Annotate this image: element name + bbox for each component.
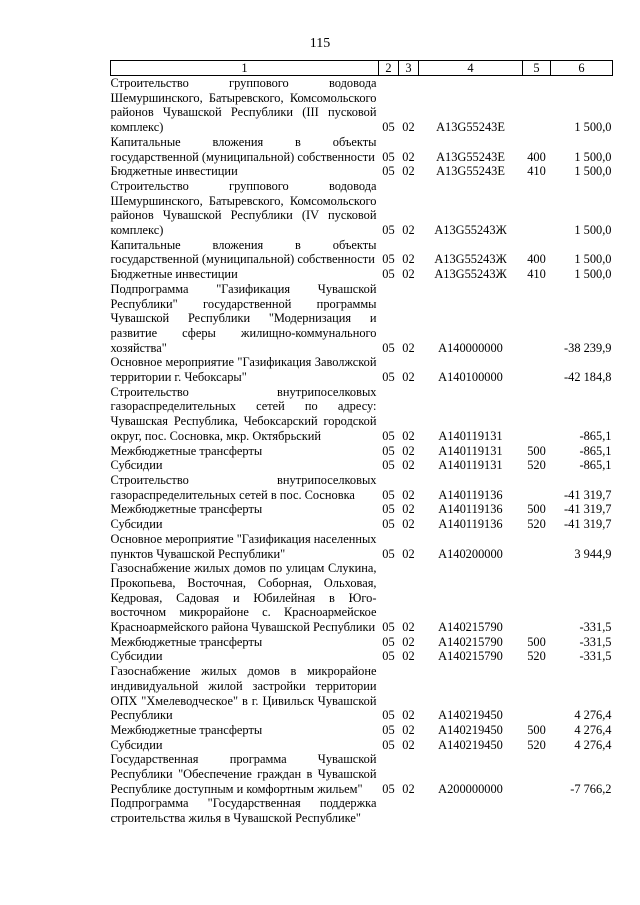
row-section: 05 [382, 223, 395, 238]
row-name: Субсидии [110, 649, 163, 664]
table-row [111, 164, 613, 179]
table-row [111, 752, 613, 796]
row-expense-type: 410 [527, 267, 546, 282]
row-expense-type: 500 [527, 443, 546, 458]
table-row [111, 385, 613, 444]
table-row [111, 473, 613, 502]
row-expense-type: 410 [527, 164, 546, 179]
row-section: 05 [382, 781, 395, 796]
row-subsection: 02 [402, 252, 415, 267]
table-row [111, 649, 613, 664]
header-col-6: 6 [551, 61, 613, 76]
row-amount: 1 500,0 [574, 223, 612, 238]
row-target-code: А140119136 [438, 502, 503, 517]
row-section: 05 [382, 252, 395, 267]
row-target-code: А140119131 [438, 428, 503, 443]
row-section: 05 [382, 737, 395, 752]
row-target-code: А140200000 [438, 546, 503, 561]
row-name: Бюджетные инвестиции [110, 267, 238, 282]
row-expense-type [523, 473, 551, 502]
row-subsection: 02 [402, 649, 415, 664]
row-subsection: 02 [402, 149, 415, 164]
row-target-code: А140219450 [438, 737, 503, 752]
row-name: Межбюджетные трансферты [110, 443, 263, 458]
row-target-code: А140119136 [438, 517, 503, 532]
row-target-code: А200000000 [438, 781, 503, 796]
page-number: 115 [309, 36, 331, 51]
table-row [111, 76, 613, 135]
row-subsection: 02 [402, 428, 415, 443]
row-section: 05 [382, 620, 395, 635]
row-expense-type [523, 282, 551, 356]
table-row [111, 238, 613, 267]
row-amount: -331,5 [579, 620, 612, 635]
header-col-1: 1 [111, 61, 379, 76]
row-name: Межбюджетные трансферты [110, 502, 263, 517]
row-amount: 1 500,0 [574, 267, 612, 282]
budget-table [110, 60, 613, 826]
row-subsection: 02 [402, 502, 415, 517]
row-target-code: А140100000 [438, 370, 503, 385]
row-target-code: А140215790 [438, 634, 503, 649]
row-name: Государственная программа Чувашской Республики "Обеспечение граждан в Чувашской Республике доступным и комфортным жильем" [110, 752, 377, 796]
row-target-code: А140119131 [438, 443, 503, 458]
row-expense-type: 500 [527, 634, 546, 649]
table-body [111, 76, 613, 826]
row-section: 05 [382, 443, 395, 458]
header-col-3: 3 [399, 61, 419, 76]
row-amount: -41 319,7 [564, 517, 612, 532]
row-amount: -38 239,9 [564, 340, 612, 355]
row-section: 05 [382, 340, 395, 355]
row-subsection: 02 [402, 517, 415, 532]
row-amount: -42 184,8 [564, 370, 612, 385]
row-subsection: 02 [402, 781, 415, 796]
row-subsection: 02 [402, 223, 415, 238]
row-amount: 1 500,0 [574, 120, 612, 135]
row-section: 05 [382, 428, 395, 443]
row-section: 05 [382, 164, 395, 179]
row-name: Субсидии [110, 517, 163, 532]
row-name: Субсидии [110, 737, 163, 752]
row-subsection: 02 [402, 120, 415, 135]
row-name: Основное мероприятие "Газификация Заволжской территории г. Чебоксары" [110, 355, 377, 385]
header-col-5: 5 [523, 61, 551, 76]
row-amount: -865,1 [579, 458, 612, 473]
row-target-code: А140215790 [438, 620, 503, 635]
row-section: 05 [382, 120, 395, 135]
row-amount: 3 944,9 [574, 546, 612, 561]
row-target-code [419, 796, 523, 825]
table-row [111, 738, 613, 753]
table-row [111, 282, 613, 356]
row-amount: -331,5 [579, 634, 612, 649]
row-name: Капитальные вложения в объекты государственной (муниципальной) собственности [110, 237, 377, 267]
row-expense-type [523, 664, 551, 723]
table-row [111, 664, 613, 723]
row-target-code: А13G55243Е [436, 164, 505, 179]
row-expense-type: 400 [527, 149, 546, 164]
row-section: 05 [382, 722, 395, 737]
row-amount: -7 766,2 [570, 781, 612, 796]
row-target-code: А13G55243Е [436, 120, 505, 135]
row-expense-type: 520 [527, 517, 546, 532]
row-subsection: 02 [402, 487, 415, 502]
row-expense-type: 500 [527, 502, 546, 517]
row-subsection [399, 796, 419, 825]
row-amount [551, 796, 613, 825]
row-expense-type [523, 179, 551, 238]
table-row [111, 179, 613, 238]
row-name: Капитальные вложения в объекты государственной (муниципальной) собственности [110, 134, 377, 164]
row-subsection: 02 [402, 708, 415, 723]
row-section: 05 [382, 149, 395, 164]
row-name: Подпрограмма "Государственная поддержка строительства жилья в Чувашской Республике" [110, 796, 377, 826]
row-expense-type [523, 76, 551, 135]
row-section: 05 [382, 267, 395, 282]
row-target-code: А140219450 [438, 722, 503, 737]
row-name: Подпрограмма "Газификация Чувашской Республики" государственной программы Чувашской Республики "Модернизация и развитие сферы жилищно-коммунального хозяйства" [110, 281, 377, 355]
table-row [111, 135, 613, 164]
row-expense-type [523, 355, 551, 384]
table-row [111, 561, 613, 635]
table-row [111, 458, 613, 473]
row-section: 05 [382, 458, 395, 473]
row-name: Межбюджетные трансферты [110, 634, 263, 649]
row-name: Строительство внутрипоселковых газораспределительных сетей в пос. Сосновка [110, 472, 377, 502]
row-subsection: 02 [402, 737, 415, 752]
row-subsection: 02 [402, 620, 415, 635]
row-amount: 4 276,4 [574, 737, 612, 752]
row-target-code: А13G55243Ж [434, 223, 507, 238]
row-expense-type: 520 [527, 737, 546, 752]
row-name: Межбюджетные трансферты [110, 722, 263, 737]
table-row [111, 796, 613, 825]
row-target-code: А13G55243Ж [434, 252, 507, 267]
row-section: 05 [382, 649, 395, 664]
row-expense-type [523, 752, 551, 796]
row-amount: 1 500,0 [574, 149, 612, 164]
row-subsection: 02 [402, 634, 415, 649]
table-row [111, 635, 613, 650]
table-header [111, 61, 613, 76]
row-amount: 1 500,0 [574, 164, 612, 179]
row-name: Газоснабжение жилых домов в микрорайоне индивидуальной жилой застройки территории ОПХ "Хмелеводческое" в г. Цивильск Чувашской Республики [110, 664, 377, 723]
row-section: 05 [382, 634, 395, 649]
row-name: Строительство группового водовода Шемуршинского, Батыревского, Комсомольского районов Чувашской Республики (IV пусковой комплекс) [110, 178, 377, 238]
row-target-code: А140119136 [438, 487, 503, 502]
table-row [111, 723, 613, 738]
table-row [111, 267, 613, 282]
row-section: 05 [382, 546, 395, 561]
row-subsection: 02 [402, 458, 415, 473]
header-col-4: 4 [419, 61, 523, 76]
row-target-code: А140215790 [438, 649, 503, 664]
row-name: Субсидии [110, 458, 163, 473]
row-target-code: А140000000 [438, 340, 503, 355]
row-section: 05 [382, 517, 395, 532]
row-name: Бюджетные инвестиции [110, 164, 238, 179]
row-expense-type [523, 385, 551, 444]
row-target-code: А140219450 [438, 708, 503, 723]
row-expense-type: 500 [527, 722, 546, 737]
row-amount: 4 276,4 [574, 708, 612, 723]
row-name: Основное мероприятие "Газификация населенных пунктов Чувашской Республики" [110, 531, 377, 561]
row-subsection: 02 [402, 546, 415, 561]
row-amount: -865,1 [579, 443, 612, 458]
row-target-code: А13G55243Ж [434, 267, 507, 282]
row-name: Газоснабжение жилых домов по улицам Слукина, Прокопьева, Восточная, Соборная, Ольховая, Кедровая, Садовая и Юбилейная в Юго-восточном микрорайоне с. Красноармейское Красноармейского района Чувашской Республики [110, 561, 377, 635]
header-col-2: 2 [379, 61, 399, 76]
row-amount: -865,1 [579, 428, 612, 443]
row-target-code: А140119131 [438, 458, 503, 473]
row-section: 05 [382, 487, 395, 502]
row-target-code: А13G55243Е [436, 149, 505, 164]
row-amount: -331,5 [579, 649, 612, 664]
row-section [379, 796, 399, 825]
row-expense-type: 520 [527, 649, 546, 664]
row-subsection: 02 [402, 443, 415, 458]
table-row [111, 532, 613, 561]
row-section: 05 [382, 370, 395, 385]
row-subsection: 02 [402, 722, 415, 737]
row-expense-type: 400 [527, 252, 546, 267]
row-subsection: 02 [402, 267, 415, 282]
row-amount: -41 319,7 [564, 502, 612, 517]
table-row [111, 444, 613, 459]
row-section: 05 [382, 708, 395, 723]
table-row [111, 355, 613, 384]
row-name: Строительство внутрипоселковых газораспределительных сетей по адресу: Чувашская Республика, Чебоксарский городской округ, пос. Сосновка, мкр. Октябрьский [110, 384, 377, 443]
row-expense-type [523, 532, 551, 561]
row-subsection: 02 [402, 370, 415, 385]
row-name: Строительство группового водовода Шемуршинского, Батыревского, Комсомольского районов Чувашской Республики (III пусковой комплекс) [110, 76, 377, 135]
row-expense-type: 520 [527, 458, 546, 473]
row-subsection: 02 [402, 340, 415, 355]
row-expense-type [523, 796, 551, 825]
row-amount: 4 276,4 [574, 722, 612, 737]
row-amount: 1 500,0 [574, 252, 612, 267]
row-section: 05 [382, 502, 395, 517]
table-row [111, 517, 613, 532]
row-expense-type [523, 561, 551, 635]
row-subsection: 02 [402, 164, 415, 179]
row-amount: -41 319,7 [564, 487, 612, 502]
table-row [111, 502, 613, 517]
